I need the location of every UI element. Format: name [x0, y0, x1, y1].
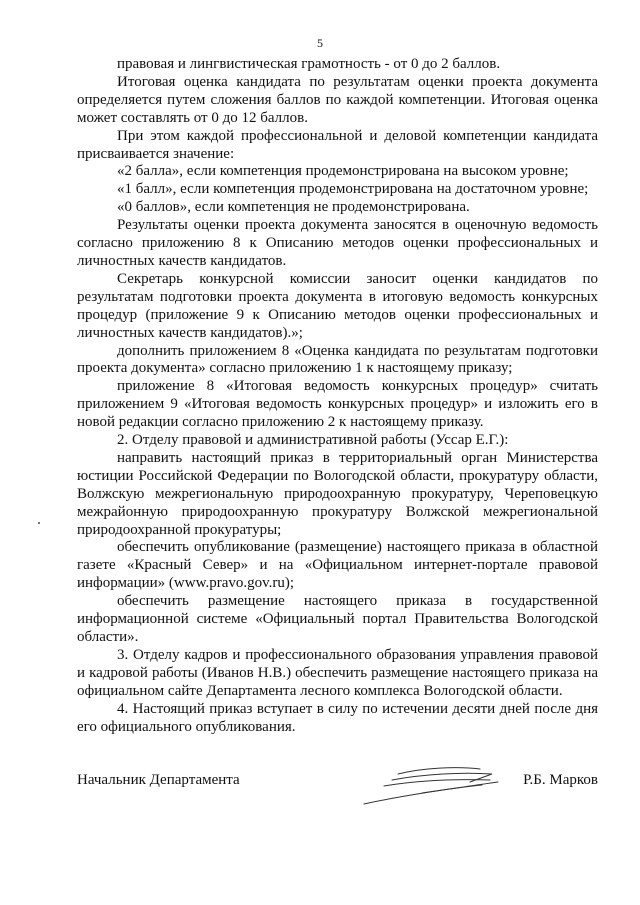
paragraph: Результаты оценки проекта документа заносятся в оценочную ведомость согласно приложению 8 к Описанию методов оценки профессиональных и личностных качеств кандидатов.: [77, 217, 598, 269]
paragraph: «0 баллов», если компетенция не продемонстрирована.: [117, 199, 470, 216]
paragraph: обеспечить опубликование (размещение) настоящего приказа в областной газете «Красный Север» и на «Официальном интернет-портале правовой информации» (www.pravo.gov.ru);: [77, 539, 598, 592]
paragraph: дополнить приложением 8 «Оценка кандидата по результатам подготовки проекта документа» согласно приложению 1 к настоящему приказу;: [77, 342, 598, 377]
paragraph: направить настоящий приказ в территориальный орган Министерства юстиции Российской Федерации по Вологодской области, прокуратуру области, Волжскую межрегиональную природоохранную прокуратуру, Череповецкую межрайонную природоохранную прокуратуру Волжской межрегиональной природоохранной прокуратуры;: [77, 449, 598, 538]
signatory-title: Начальник Департамента: [77, 772, 240, 788]
paragraph: 2. Отделу правовой и административной работы (Уссар Е.Г.):: [117, 432, 509, 449]
paragraph: обеспечить размещение настоящего приказа в государственной информационной системе «Официальный портал Правительства Вологодской области».: [77, 593, 598, 645]
paragraph: «2 балла», если компетенция продемонстрирована на высоком уровне;: [117, 163, 569, 180]
paragraph: приложение 8 «Итоговая ведомость конкурсных процедур» считать приложением 9 «Итоговая ведомость конкурсных процедур» и изложить его в новой редакции согласно приложению 2 к настоящему приказу.: [77, 378, 598, 431]
paragraph: Итоговая оценка кандидата по результатам оценки проекта документа определяется путем сложения баллов по каждой компетенции. Итоговая оценка может составлять от 0 до 12 баллов.: [77, 73, 598, 126]
paragraph: «1 балл», если компетенция продемонстрирована на достаточном уровне;: [117, 181, 589, 198]
paragraph: правовая и лингвистическая грамотность - от 0 до 2 баллов.: [117, 56, 501, 72]
margin-mark: [38, 522, 40, 524]
paragraph: 3. Отделу кадров и профессионального образования управления правовой и кадровой работы (Иванов Н.В.) обеспечить размещение настоящего приказа на официальном сайте Департамента лесного комплекса Вологодской области.: [77, 646, 598, 699]
paragraph: Секретарь конкурсной комиссии заносит оценки кандидатов по результатам подготовки проекта документа в итоговую ведомость конкурсных процедур (приложение 9 к Описанию методов оценки профессиональных и личностных качеств кандидатов).»;: [77, 270, 598, 341]
paragraph: При этом каждой профессиональной и деловой компетенции кандидата присваивается значение:: [77, 127, 598, 162]
handwritten-signature: [362, 760, 512, 812]
signatory-name: Р.Б. Марков: [523, 772, 598, 788]
document-body: [77, 56, 598, 736]
paragraph: 4. Настоящий приказ вступает в силу по истечении десяти дней после дня его официального опубликования.: [77, 700, 598, 735]
page-number: 5: [317, 36, 323, 50]
signature-block: [77, 772, 598, 822]
